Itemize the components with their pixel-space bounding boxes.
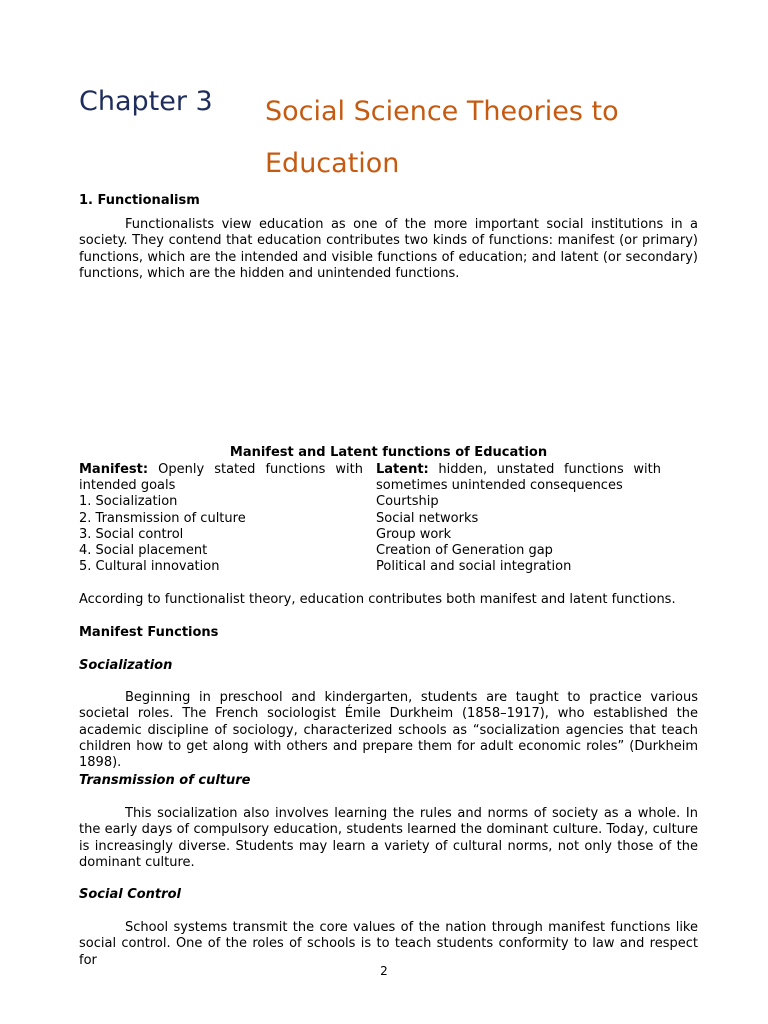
list-item: Social networks [376, 510, 479, 526]
list-item: 2. Transmission of culture [79, 510, 246, 526]
list-item: Courtship [376, 494, 439, 510]
chapter-label: Chapter 3 [79, 86, 213, 117]
manifest-description: Openly stated functions with intended goals [79, 462, 363, 494]
list-item: Creation of Generation gap [376, 543, 553, 559]
latent-label: Latent: [376, 462, 429, 477]
manifest-column [79, 462, 363, 575]
manifest-list [79, 494, 363, 575]
section-heading: 1. Functionalism [79, 193, 200, 208]
manifest-label: Manifest: [79, 462, 149, 477]
list-item: 5. Cultural innovation [79, 559, 220, 575]
latent-column [376, 462, 661, 575]
manifest-functions-heading: Manifest Functions [79, 625, 219, 640]
transmission-heading: Transmission of culture [79, 773, 251, 788]
chapter-title-line-2: Education [265, 148, 400, 179]
list-item: 4. Social placement [79, 543, 208, 559]
list-item: 1. Socialization [79, 494, 178, 510]
summary-sentence: According to functionalist theory, education contributes both manifest and latent functions. [79, 592, 676, 607]
page-number: 2 [380, 964, 388, 978]
latent-list [376, 494, 661, 575]
manifest-definition [79, 462, 363, 494]
latent-description: hidden, unstated functions with sometimes unintended consequences [376, 462, 661, 494]
list-item: Group work [376, 526, 452, 542]
functions-table-title: Manifest and Latent functions of Education [229, 445, 548, 460]
socialization-paragraph: Beginning in preschool and kindergarten, students are taught to practice various societal roles. The French sociologist Émile Durkheim (1858–1917), who established the academic discipline of sociology, characterized schools as “socialization agencies that teach children how to get along with others and prepare them for adult economic roles” (Durkheim 1898). [79, 690, 698, 771]
socialization-heading: Socialization [79, 658, 173, 673]
transmission-paragraph: This socialization also involves learning the rules and norms of society as a whole. In the early days of compulsory education, students learned the dominant culture. Today, culture is increasingly diverse. Students may learn a variety of cultural norms, not only those of the dominant culture. [79, 806, 698, 870]
chapter-title [265, 86, 685, 190]
social-control-paragraph: School systems transmit the core values of the nation through manifest functions like social control. One of the roles of schools is to teach students conformity to law and respect for [79, 920, 698, 968]
chapter-title-line-1: Social Science Theories to [265, 96, 619, 127]
intro-paragraph: Functionalists view education as one of the more important social institutions in a society. They contend that education contributes two kinds of functions: manifest (or primary) functions, which are the intended and visible functions of education; and latent (or secondary) functions, which are the hidden and unintended functions. [79, 217, 698, 281]
list-item: Political and social integration [376, 559, 572, 575]
social-control-heading: Social Control [79, 887, 181, 902]
list-item: 3. Social control [79, 526, 184, 542]
latent-definition [376, 462, 661, 494]
